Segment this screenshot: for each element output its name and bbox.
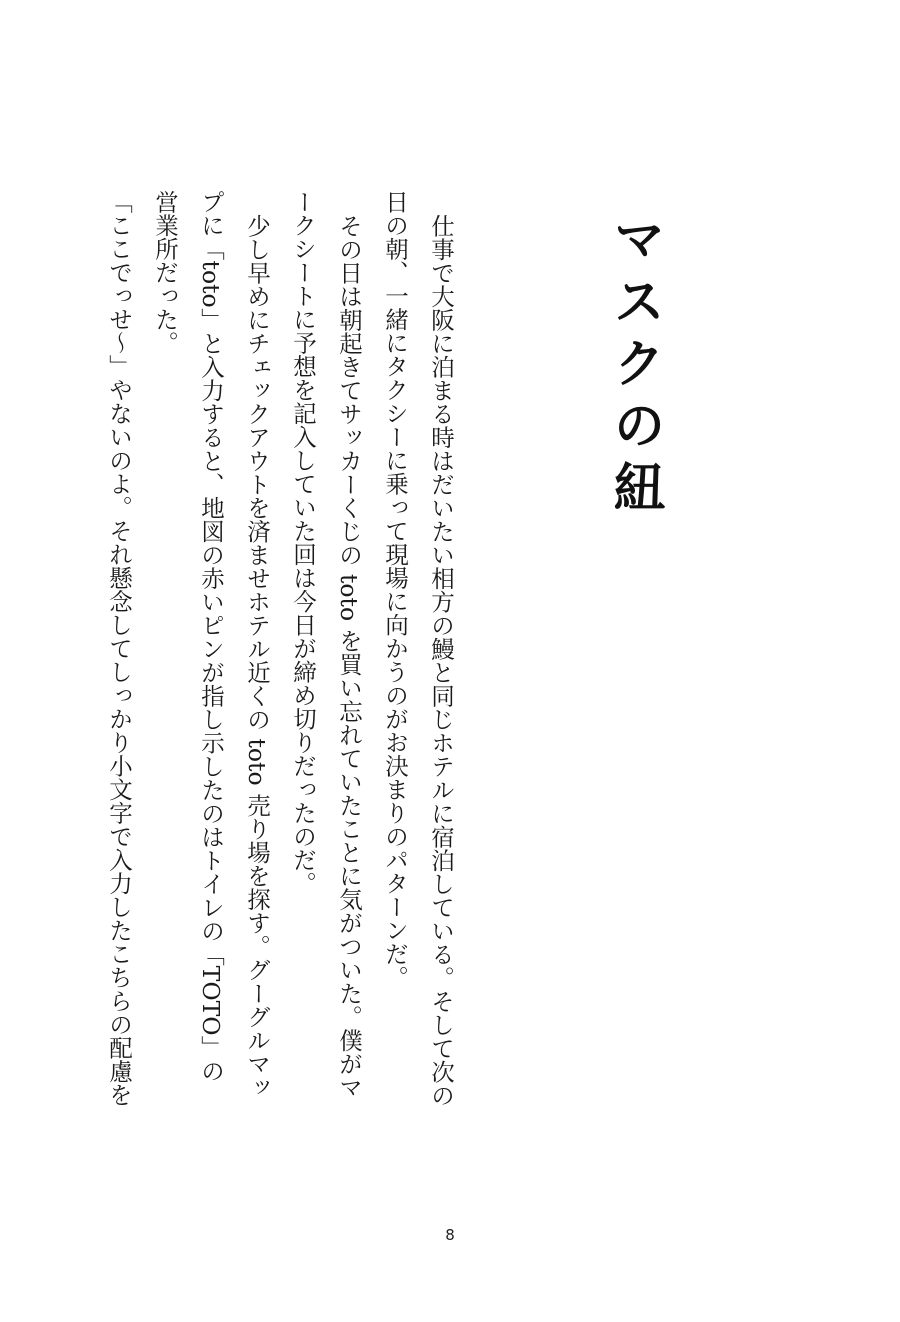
chapter-title: マスクの紐 bbox=[604, 212, 664, 522]
text-column: 「ここでっせ〜」やないのよ。それ懸念してしっかり小文字で入力したこちらの配慮を bbox=[105, 190, 133, 1107]
text-column: 日の朝、一緒にタクシーに乗って現場に向かうのがお決まりのパターンだ。 bbox=[381, 190, 409, 989]
text-column: ークシートに予想を記入していた回は今日が締め切りだったのだ。 bbox=[289, 190, 317, 895]
body-text bbox=[105, 190, 464, 1107]
text-column: 営業所だった。 bbox=[151, 190, 179, 355]
text-column: その日は朝起きてサッカーくじの toto を買い忘れていたことに気がついた。僕がマ bbox=[335, 213, 363, 1099]
text-column: 仕事で大阪に泊まる時はだいたい相方の鰻と同じホテルに宿泊している。そして次の bbox=[427, 213, 455, 1107]
text-column: 少し早めにチェックアウトを済ませホテル近くの toto 売り場を探す。グーグルマッ bbox=[243, 213, 271, 1099]
text-column: プに「toto」と入力すると、地図の赤いピンが指し示したのはトイレの「TOTO」の bbox=[197, 190, 225, 1083]
page-number: 8 bbox=[445, 1226, 455, 1244]
